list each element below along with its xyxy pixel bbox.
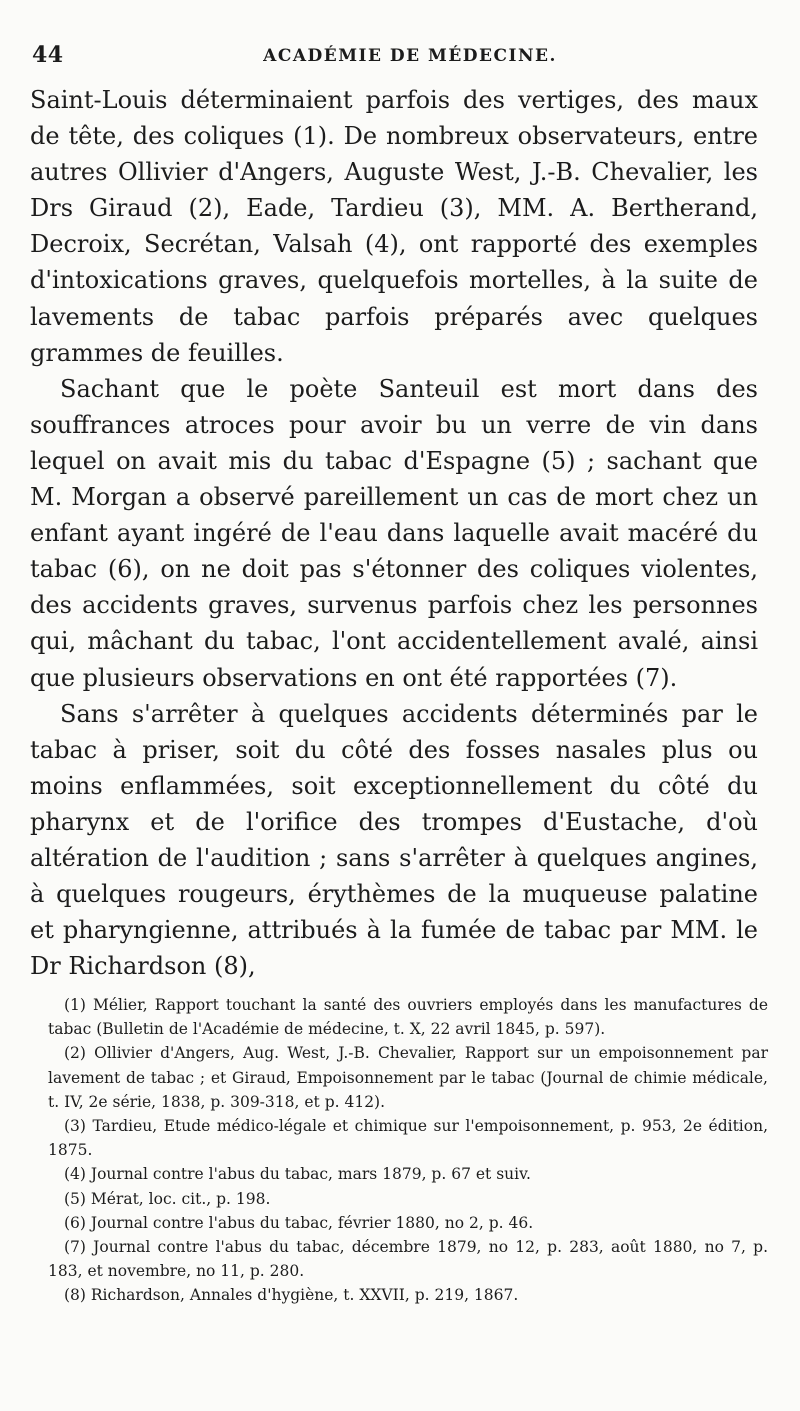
footnote-3: (3) Tardieu, Etude médico-légale et chimique sur l'empoisonnement, p. 953, 2e édition, 1875. [48, 1117, 768, 1160]
footnote-2: (2) Ollivier d'Angers, Aug. West, J.-B. Chevalier, Rapport sur un empoisonnement par lavement de tabac ; et Giraud, Empoisonnement par le tabac (Journal de chimie médicale, t. IV, 2e série, 1838, p. 309-318, et p. 412). [48, 1044, 768, 1111]
paragraph-2: Sachant que le poète Santeuil est mort dans des souffrances atroces pour avoir bu un verre de vin dans lequel on avait mis du tabac d'Espagne (5) ; sachant que M. Morgan a observé pareillement un cas de mort chez un enfant ayant ingéré de l'eau dans laquelle avait macéré du tabac (6), on ne doit pas s'étonner des coliques violentes, des accidents graves, survenus parfois chez les personnes qui, mâchant du tabac, l'ont accidentellement avalé, ainsi que plusieurs observations en ont été rapportées (7). [30, 374, 758, 692]
footnote-7: (7) Journal contre l'abus du tabac, décembre 1879, no 12, p. 283, août 1880, no 7, p. 183, et novembre, no 11, p. 280. [48, 1238, 768, 1281]
footnote-8: (8) Richardson, Annales d'hygiène, t. XXVII, p. 219, 1867. [64, 1286, 519, 1305]
page-header [30, 42, 770, 72]
running-head: ACADÉMIE DE MÉDECINE. [263, 46, 557, 66]
paragraph-3: Sans s'arrêter à quelques accidents déterminés par le tabac à priser, soit du côté des fosses nasales plus ou moins enflammées, soit exceptionnellement du côté du pharynx et de l'orifice des trompes d'Eustache, d'où altération de l'audition ; sans s'arrêter à quelques angines, à quelques rougeurs, érythèmes de la muqueuse palatine et pharyngienne, attribués à la fumée de tabac par MM. le Dr Richardson (8), [30, 699, 758, 981]
footnote-4: (4) Journal contre l'abus du tabac, mars 1879, p. 67 et suiv. [64, 1165, 531, 1184]
footnote-5: (5) Mérat, loc. cit., p. 198. [64, 1189, 271, 1208]
paragraph-1: Saint-Louis déterminaient parfois des vertiges, des maux de tête, des coliques (1). De nombreux observateurs, entre autres Ollivier d'Angers, Auguste West, J.-B. Chevalier, les Drs Giraud (2), Eade, Tardieu (3), MM. A. Bertherand, Decroix, Secrétan, Valsah (4), ont rapporté des exemples d'intoxications graves, quelquefois mortelles, à la suite de lavements de tabac parfois préparés avec quelques grammes de feuilles. [30, 86, 758, 367]
main-text [30, 82, 758, 984]
footnotes [48, 993, 768, 1308]
page-number: 44 [32, 42, 64, 68]
footnote-1: (1) Mélier, Rapport touchant la santé des ouvriers employés dans les manufactures de tabac (Bulletin de l'Académie de médecine, t. X, 22 avril 1845, p. 597). [48, 996, 768, 1039]
footnote-6: (6) Journal contre l'abus du tabac, février 1880, no 2, p. 46. [64, 1213, 534, 1232]
